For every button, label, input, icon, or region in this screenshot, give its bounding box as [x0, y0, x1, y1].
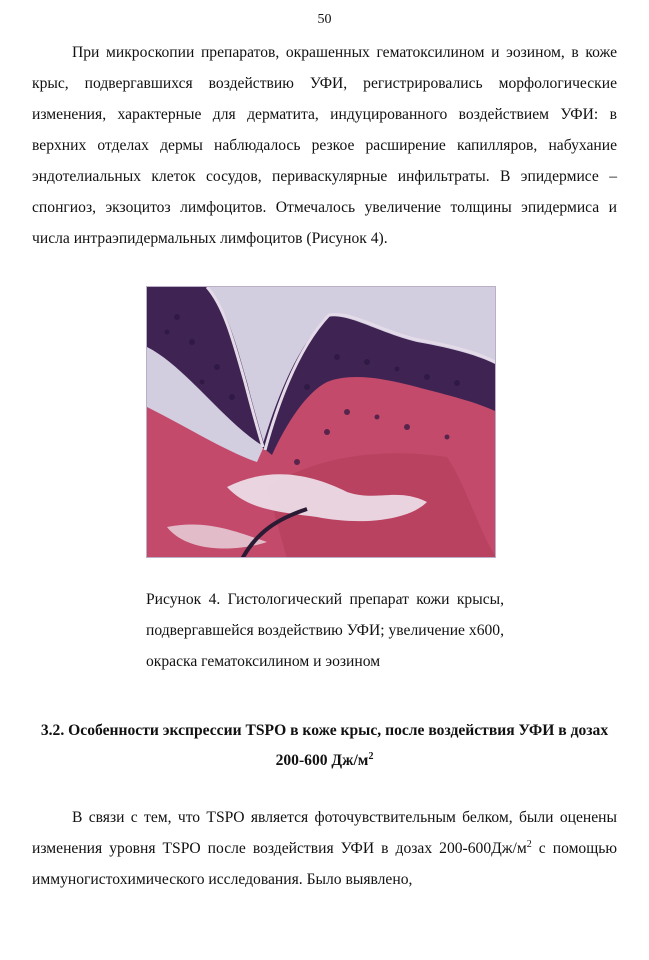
histology-figure-image [146, 286, 496, 558]
body-paragraph-2-part1: В связи с тем, что TSPO является фоточувствительным белком, были оценены изменения уровня TSPO после воздействия УФИ в дозах 200-600Дж/м [32, 809, 617, 857]
body-paragraph-2 [32, 802, 617, 895]
body-paragraph-2-part2: с помощью иммуногистохимического исследования. Было выявлено, [32, 840, 618, 888]
section-heading-text: 3.2. Особенности экспрессии TSPO в коже крыс, после воздействия УФИ в дозах 200-600 Дж/м [40, 722, 609, 769]
section-heading [32, 716, 617, 776]
page-number: 50 [317, 12, 332, 27]
body-paragraph-1: При микроскопии препаратов, окрашенных гематоксилином и эозином, в коже крыс, подвергавшихся воздействию УФИ, регистрировались морфологические изменения, характерные для дерматита, индуцированного воздействием УФИ: в верхних отделах дермы наблюдалось резкое расширение капилляров, набухание эндотелиальных клеток сосудов, периваскулярные инфильтраты. В эпидермисе – спонгиоз, экзоцитоз лимфоцитов. Отмечалось увеличение толщины эпидермиса и числа интраэпидермальных лимфоцитов (Рисунок 4). [32, 44, 617, 247]
figure-caption: Рисунок 4. Гистологический препарат кожи крысы, подвергавшейся воздействию УФИ; увеличение х600, окраска гематоксилином и эозином [146, 591, 504, 670]
body-paragraph-2-superscript: 2 [526, 839, 532, 850]
section-heading-superscript: 2 [368, 751, 374, 762]
